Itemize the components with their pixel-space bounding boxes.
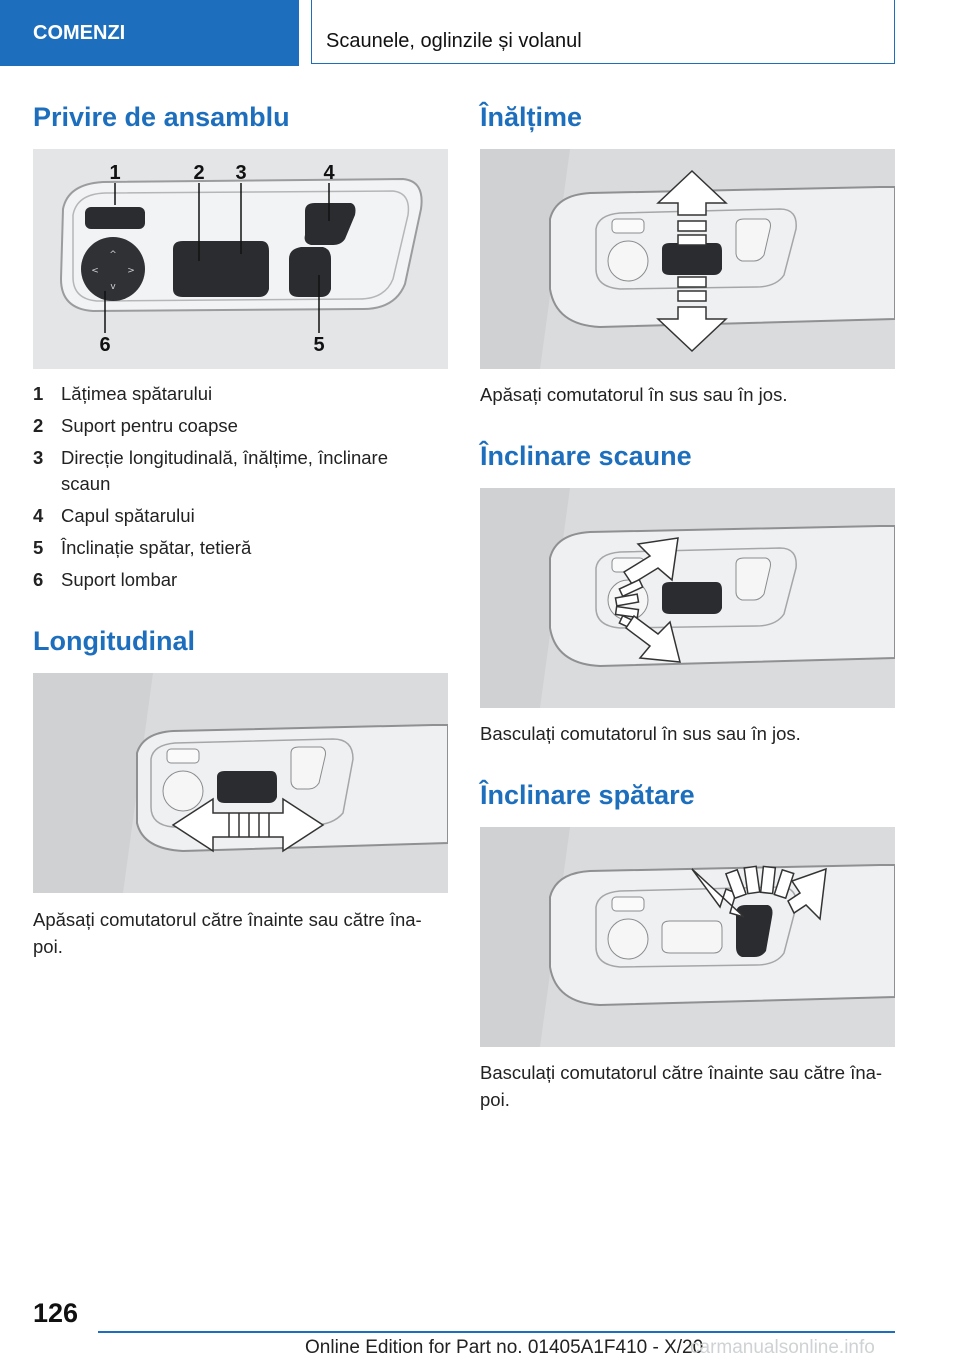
svg-text:>: >: [127, 266, 135, 276]
legend-item: [33, 445, 433, 497]
callout-4: 4: [323, 162, 335, 184]
legend-text: Direcție longitudinală, înălțime, înclinare scaun: [61, 447, 389, 494]
legend-number: 6: [33, 569, 44, 590]
longitudinal-heading: Longitudinal: [33, 626, 195, 656]
overview-heading: Privire de ansamblu: [33, 102, 290, 132]
callout-5: 5: [313, 334, 325, 356]
legend-item: [33, 503, 433, 529]
section-tab[interactable]: COMENZI: [0, 0, 299, 66]
legend-item: [33, 535, 433, 561]
chapter-title: Scaunele, oglinzile și volanul: [311, 0, 895, 64]
footer-rule: [98, 1331, 895, 1333]
legend-number: 1: [33, 383, 44, 404]
legend-text: Suport pentru coapse: [61, 415, 238, 436]
callout-1: 1: [109, 162, 121, 184]
backrest-figure: [480, 827, 895, 1047]
legend-number: 5: [33, 537, 44, 558]
legend-text: Suport lombar: [61, 569, 178, 590]
callout-6: 6: [99, 334, 111, 356]
height-figure: [480, 149, 895, 369]
page-header: [0, 0, 960, 66]
callout-3: 3: [235, 162, 247, 184]
legend-text: Lățimea spătarului: [61, 383, 213, 404]
legend-item: [33, 413, 433, 439]
longitudinal-figure: [33, 673, 448, 893]
backrest-instruction: Basculați comutatorul către înainte sau către îna-poi.: [480, 1062, 883, 1110]
edition-text: Online Edition for Part no. 01405A1F410 - X/20: [305, 1337, 704, 1358]
legend-number: 4: [33, 505, 44, 526]
legend-text: Înclinație spătar, tetieră: [61, 537, 252, 558]
overview-figure: [33, 149, 448, 369]
legend-number: 3: [33, 447, 44, 468]
callout-2: 2: [193, 162, 205, 184]
longitudinal-instruction: Apăsați comutatorul către înainte sau către îna-poi.: [33, 909, 422, 957]
svg-text:v: v: [110, 282, 116, 292]
svg-text:<: <: [91, 266, 99, 276]
svg-text:^: ^: [109, 250, 117, 260]
tilt-instruction: Basculați comutatorul în sus sau în jos.: [480, 723, 801, 744]
tilt-figure: [480, 488, 895, 708]
legend-text: Capul spătarului: [61, 505, 195, 526]
watermark: carmanualsonline.info: [690, 1337, 875, 1358]
page-number: 126: [33, 1298, 79, 1328]
height-instruction: Apăsați comutatorul în sus sau în jos.: [480, 384, 788, 405]
backrest-heading: Înclinare spătare: [480, 780, 695, 810]
legend-item: [33, 381, 433, 407]
legend-item: [33, 567, 433, 593]
legend-number: 2: [33, 415, 44, 436]
height-heading: Înălțime: [480, 102, 583, 132]
tilt-heading: Înclinare scaune: [480, 441, 692, 471]
legend-list: [33, 381, 433, 599]
